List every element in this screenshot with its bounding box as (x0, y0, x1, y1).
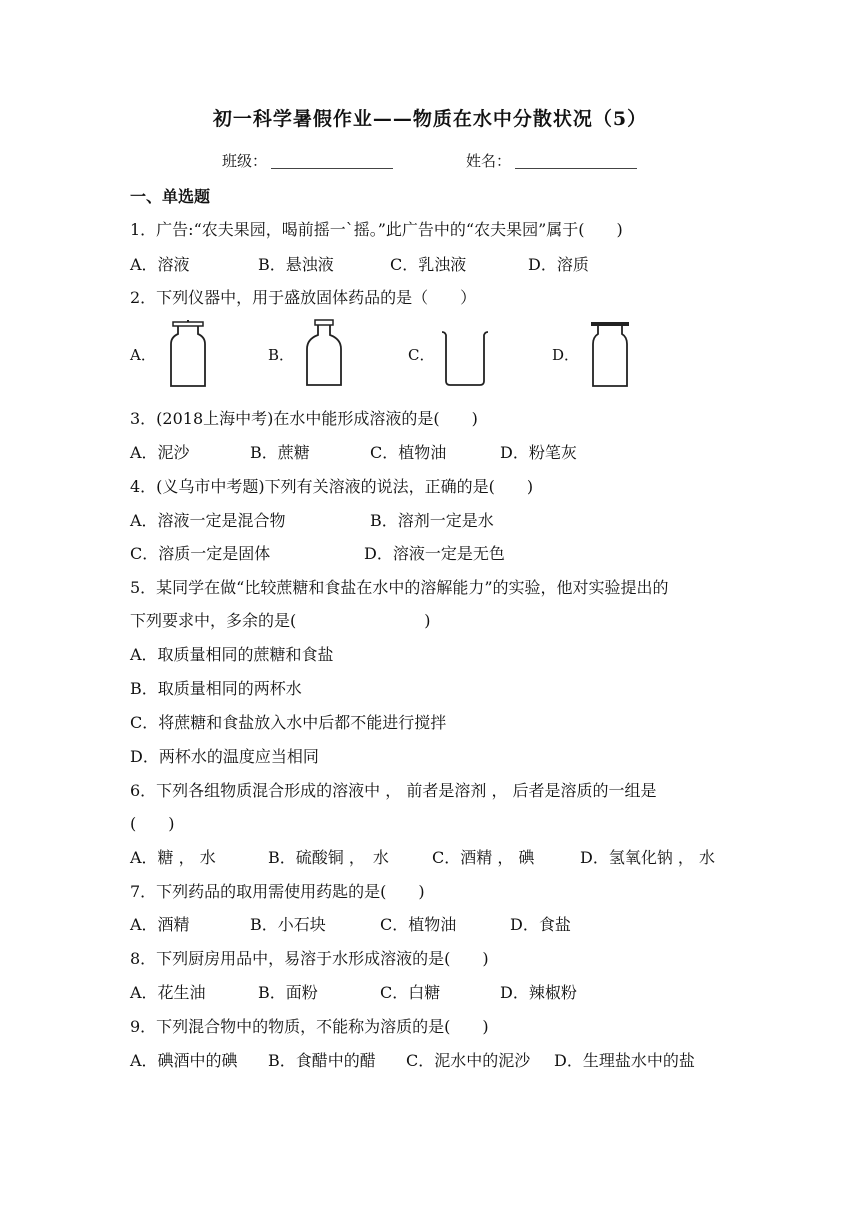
q6-option-a: A．糖 ， 水 (130, 848, 216, 867)
q7-option-c: C．植物油 (380, 915, 457, 934)
q3-option-a: A．泥沙 (130, 443, 190, 462)
q7-option-b: B．小石块 (250, 915, 326, 934)
beaker-icon (440, 329, 490, 387)
q7-option-a: A．酒精 (130, 915, 190, 934)
q5-option-d: D．两杯水的温度应当相同 (130, 747, 319, 766)
class-label: 班级： (222, 152, 268, 170)
q6-option-b: B．硫酸铜 ， 水 (268, 848, 389, 867)
q6-option-c: C．酒精 ， 碘 (432, 848, 535, 867)
q9-option-d: D．生理盐水中的盐 (554, 1051, 695, 1070)
q2-option-c-label: C． (408, 346, 435, 364)
gas-collecting-bottle-icon (588, 320, 632, 390)
question-1-stem: 1．广告:“农夫果园，喝前摇一`摇。”此广告中的“农夫果园”属于( ) (130, 220, 623, 239)
q3-option-c: C．植物油 (370, 443, 447, 462)
q5-option-b: B．取质量相同的两杯水 (130, 679, 302, 698)
q8-option-c: C．白糖 (380, 983, 441, 1002)
q5-option-a: A．取质量相同的蔗糖和食盐 (130, 645, 334, 664)
q3-option-b: B．蔗糖 (250, 443, 310, 462)
page-title: 初一科学暑假作业——物质在水中分散状况（5） (212, 108, 648, 130)
q8-option-b: B．面粉 (258, 983, 318, 1002)
name-label: 姓名： (466, 152, 512, 170)
q7-option-d: D．食盐 (510, 915, 571, 934)
question-5-stem-line-1: 5．某同学在做“比较蔗糖和食盐在水中的溶解能力”的实验，他对实验提出的 (130, 578, 669, 597)
q1-option-c: C．乳浊液 (390, 255, 467, 274)
q1-option-b: B．悬浊液 (258, 255, 334, 274)
question-2-stem: 2．下列仪器中，用于盛放固体药品的是（ ） (130, 288, 477, 307)
question-9-stem: 9．下列混合物中的物质，不能称为溶质的是( ) (130, 1017, 489, 1036)
q8-option-a: A．花生油 (130, 983, 206, 1002)
q6-option-d: D．氢氧化钠 ， 水 (580, 848, 716, 867)
q8-option-d: D．辣椒粉 (500, 983, 577, 1002)
q3-option-d: D．粉笔灰 (500, 443, 577, 462)
q2-option-a-label: A． (130, 346, 156, 364)
question-8-stem: 8．下列厨房用品中，易溶于水形成溶液的是( ) (130, 949, 489, 968)
name-blank (515, 153, 637, 169)
question-7-stem: 7．下列药品的取用需使用药匙的是( ) (130, 882, 425, 901)
question-4-stem: 4．(义乌市中考题)下列有关溶液的说法，正确的是( ) (130, 477, 534, 496)
q4-option-b: B．溶剂一定是水 (370, 511, 494, 530)
q1-option-a: A．溶液 (130, 255, 190, 274)
q5-option-c: C．将蔗糖和食盐放入水中后都不能进行搅拌 (130, 713, 447, 732)
q2-option-b-label: B． (268, 346, 295, 364)
class-field (222, 150, 393, 171)
wide-mouth-bottle-icon (166, 320, 210, 390)
narrow-mouth-bottle-icon (303, 319, 345, 389)
q9-option-a: A．碘酒中的碘 (130, 1051, 238, 1070)
q9-option-c: C．泥水中的泥沙 (406, 1051, 531, 1070)
q2-option-d-label: D． (552, 346, 580, 364)
q1-option-d: D．溶质 (528, 255, 589, 274)
class-blank (271, 153, 393, 169)
q4-option-d: D．溶液一定是无色 (364, 544, 505, 563)
question-6-stem-line-2: ( ) (130, 814, 175, 833)
question-3-stem: 3．(2018上海中考)在水中能形成溶液的是( ) (130, 409, 478, 428)
q9-option-b: B．食醋中的醋 (268, 1051, 376, 1070)
question-6-stem-line-1: 6．下列各组物质混合形成的溶液中 ， 前者是溶剂 ， 后者是溶质的一组是 (130, 781, 657, 800)
q4-option-a: A．溶液一定是混合物 (130, 511, 286, 530)
section-heading: 一、单选题 (130, 187, 211, 206)
question-5-stem-line-2: 下列要求中，多余的是( ) (130, 611, 431, 630)
q4-option-c: C．溶质一定是固体 (130, 544, 271, 563)
name-field (466, 150, 637, 171)
